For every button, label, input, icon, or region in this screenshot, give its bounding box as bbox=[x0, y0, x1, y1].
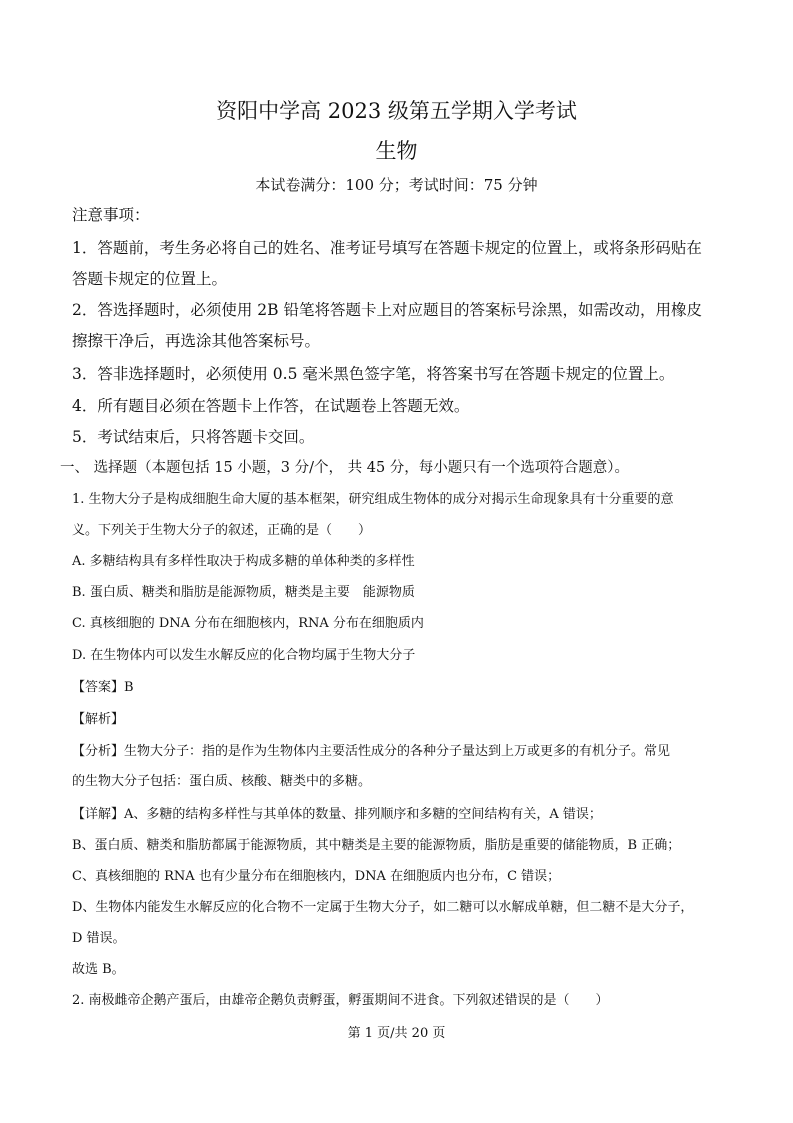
question-stem: 1. 生物大分子是构成细胞生命大厦的基本框架，研究组成生物体的成分对揭示生命现象具有十分重要的意 bbox=[72, 492, 674, 507]
answer: 【答案】B bbox=[72, 680, 134, 695]
analysis-line: 的生物大分子包括：蛋白质、核酸、糖类中的多糖。 bbox=[72, 774, 372, 789]
analysis-label: 【解析】 bbox=[72, 712, 125, 727]
detail-line: D 错误。 bbox=[72, 931, 126, 946]
notice-line: 4．所有题目必须在答题卡上作答，在试题卷上答题无效。 bbox=[72, 397, 470, 415]
conclusion: 故选 B。 bbox=[72, 962, 125, 977]
question-stem: 2. 南极雌帝企鹅产蛋后，由雄帝企鹅负责孵蛋，孵蛋期间不进食。下列叙述错误的是（ ） bbox=[72, 993, 609, 1008]
detail-line: C、真核细胞的 RNA 也有少量分布在细胞核内，DNA 在细胞质内也分布，C 错误； bbox=[72, 869, 561, 884]
option-c: C. 真核细胞的 DNA 分布在细胞核内，RNA 分布在细胞质内 bbox=[72, 616, 424, 631]
notice-heading: 注意事项： bbox=[72, 206, 150, 224]
notice-line: 答题卡规定的位置上。 bbox=[72, 270, 228, 288]
section-heading: 一、 选择题（本题包括 15 小题，3 分/个， 共 45 分，每小题只有一个选项符合题意）。 bbox=[60, 460, 630, 476]
subject-title: 生物 bbox=[375, 139, 418, 163]
detail-line: 【详解】A、多糖的结构多样性与其单体的数量、排列顺序和多糖的空间结构有关，A 错误； bbox=[72, 807, 602, 822]
notice-line: 擦擦干净后，再选涂其他答案标号。 bbox=[72, 332, 321, 350]
detail-line: D、生物体内能发生水解反应的化合物不一定属于生物大分子，如二糖可以水解成单糖，但二糖不是大分子， bbox=[72, 900, 694, 915]
notice-line: 2．答选择题时，必须使用 2B 铅笔将答题卡上对应题目的答案标号涂黑，如需改动，用橡皮 bbox=[72, 301, 702, 319]
question-stem: 义。下列关于生物大分子的叙述，正确的是（ ） bbox=[72, 523, 372, 538]
notice-line: 5．考试结束后，只将答题卡交回。 bbox=[72, 428, 315, 446]
option-d: D. 在生物体内可以发生水解反应的化合物均属于生物大分子 bbox=[72, 648, 416, 663]
analysis-line: 【分析】生物大分子：指的是作为生物体内主要活性成分的各种分子量达到上万或更多的有机分子。常见 bbox=[72, 744, 671, 759]
notice-line: 3．答非选择题时，必须使用 0.5 毫米黑色签字笔，将答案书写在答题卡规定的位置上。 bbox=[72, 365, 675, 383]
exam-info: 本试卷满分：100 分；考试时间：75 分钟 bbox=[255, 176, 538, 194]
page-number: 第 1 页/共 20 页 bbox=[347, 1026, 446, 1041]
option-b: B. 蛋白质、糖类和脂肪是能源物质，糖类是主要 能源物质 bbox=[72, 585, 415, 600]
exam-title: 资阳中学高 2023 级第五学期入学考试 bbox=[216, 99, 577, 123]
detail-line: B、蛋白质、糖类和脂肪都属于能源物质，其中糖类是主要的能源物质，脂肪是重要的储能物质，B 正确； bbox=[72, 838, 681, 853]
notice-line: 1．答题前，考生务必将自己的姓名、准考证号填写在答题卡规定的位置上，或将条形码贴在 bbox=[72, 239, 702, 257]
option-a: A. 多糖结构具有多样性取决于构成多糖的单体种类的多样性 bbox=[72, 554, 415, 569]
